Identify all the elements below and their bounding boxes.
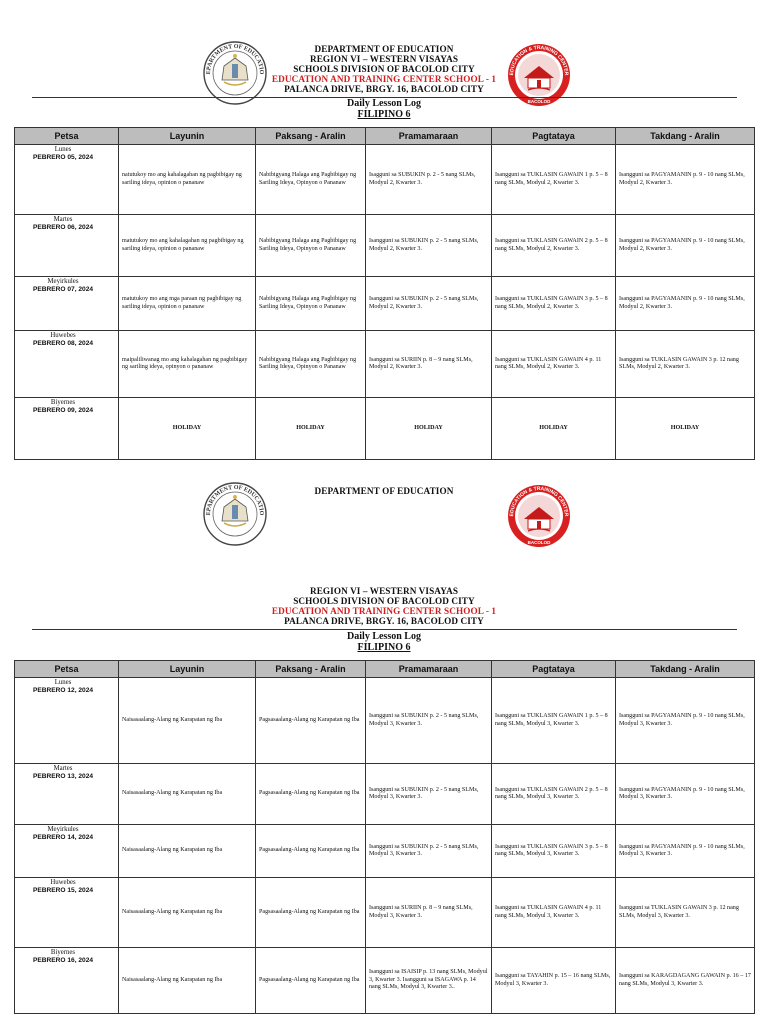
column-header-paksang-aralin: Paksang - Aralin <box>256 661 366 678</box>
day-name: Lunes <box>54 146 72 153</box>
pamamaraan-cell: Isangguni sa SUBUKIN p. 2 - 5 nang SLMs, Modyul 3, Kwarter 3. <box>366 678 492 764</box>
paksang-aralin-cell: Nabibigyang Halaga ang Pagbibigay ng Sariling Ideya, Opinyon o Pananaw <box>256 215 366 277</box>
petsa-cell <box>15 825 119 878</box>
pagtataya-cell: Isangguni sa TUKLASIN GAWAIN 1 p. 5 – 8 nang SLMs, Modyul 3, Kwarter 3. <box>492 678 616 764</box>
layunin-cell: maipaliliwanag mo ang kahalagahan ng pagbibigay ng sariling ideya, opinyon o pananaw <box>119 331 256 398</box>
takdang-aralin-cell: Isangguni sa PAGYAMANIN p. 9 - 10 nang SLMs, Modyul 3, Kwarter 3. <box>616 764 755 825</box>
subject-title: FILIPINO 6 <box>357 642 411 653</box>
school-name: EDUCATION AND TRAINING CENTER SCHOOL - 1 <box>271 74 497 84</box>
takdang-aralin-cell: Isangguni sa KARAGDAGANG GAWAIN p. 16 – 17 nang SLMs, Modyul 3, Kwarter 3. <box>616 948 755 1014</box>
column-header-pamamaraan: Pramamaraan <box>366 661 492 678</box>
takdang-aralin-cell: Isangguni sa PAGYAMANIN p. 9 - 10 nang SLMs, Modyul 2, Kwarter 3. <box>616 277 755 331</box>
pagtataya-cell: Isangguni sa TUKLASIN GAWAIN 2 p. 5 – 8 nang SLMs, Modyul 2, Kwarter 3. <box>492 215 616 277</box>
layunin-cell: Naisasaalang-Alang ng Karapatan ng Iba <box>119 825 256 878</box>
petsa-cell <box>15 398 119 460</box>
day-name: Huwebes <box>50 879 76 886</box>
petsa-cell <box>15 678 119 764</box>
day-name: Biyernes <box>50 399 76 406</box>
pagtataya-cell: Isangguni sa TUKLASIN GAWAIN 4 p. 11 nang SLMs, Modyul 2, Kwarter 3. <box>492 331 616 398</box>
paksang-aralin-cell: Pagsasaalang-Alang ng Karapatan ng Iba <box>256 764 366 825</box>
takdang-aralin-cell: Isangguni sa TUKLASIN GAWAIN 3 p. 12 nang SLMs, Modyul 3, Kwarter 3. <box>616 878 755 948</box>
letterhead-top <box>0 486 768 496</box>
paksang-aralin-cell: Pagsasaalang-Alang ng Karapatan ng Iba <box>256 678 366 764</box>
column-header-takdang-aralin: Takdang - Aralin <box>616 661 755 678</box>
column-header-takdang-aralin: Takdang - Aralin <box>616 128 755 145</box>
takdang-aralin-cell: Isangguni sa PAGYAMANIN p. 9 - 10 nang SLMs, Modyul 3, Kwarter 3. <box>616 678 755 764</box>
pamamaraan-cell: Isangguni sa SUBUKIN p. 2 - 5 nang SLMs, Modyul 2, Kwarter 3. <box>366 215 492 277</box>
school-address: PALANCA DRIVE, BRGY. 16, BACOLOD CITY <box>284 84 484 94</box>
day-name: Biyernes <box>50 949 76 956</box>
holiday-cell: HOLIDAY <box>119 398 256 460</box>
table-row <box>15 331 755 398</box>
department-name: DEPARTMENT OF EDUCATION <box>314 486 454 496</box>
date-text: PEBRERO 15, 2024 <box>32 887 94 894</box>
lesson-log-table-week-1 <box>14 127 755 460</box>
holiday-cell: HOLIDAY <box>492 398 616 460</box>
pagtataya-cell: Isangguni sa TUKLASIN GAWAIN 1 p. 5 – 8 nang SLMs, Modyul 2, Kwarter 3. <box>492 145 616 215</box>
date-text: PEBRERO 08, 2024 <box>32 340 94 347</box>
letterhead <box>0 44 768 94</box>
school-address: PALANCA DRIVE, BRGY. 16, BACOLOD CITY <box>284 616 484 626</box>
pagtataya-cell: Isangguni sa TUKLASIN GAWAIN 4 p. 11 nang SLMs, Modyul 3, Kwarter 3. <box>492 878 616 948</box>
table-row <box>15 825 755 878</box>
paksang-aralin-cell: Pagsasaalang-Alang ng Karapatan ng Iba <box>256 948 366 1014</box>
layunin-cell: natutukoy mo ang kahalagahan ng pagbibigay ng sariling ideya, opinion o pananaw <box>119 145 256 215</box>
date-text: PEBRERO 13, 2024 <box>32 773 94 780</box>
pamamaraan-cell: Isangguni sa SURIIN p. 8 – 9 nang SLMs, Modyul 2, Kwarter 3. <box>366 331 492 398</box>
day-name: Lunes <box>54 679 72 686</box>
pamamaraan-cell: Isangguni sa SUBUKIN p. 2 - 5 nang SLMs, Modyul 3, Kwarter 3. <box>366 764 492 825</box>
paksang-aralin-cell: Pagsasaalang-Alang ng Karapatan ng Iba <box>256 825 366 878</box>
column-header-pagtataya: Pagtataya <box>492 661 616 678</box>
letterhead <box>0 586 768 626</box>
paksang-aralin-cell: Nabibigyang Halaga ang Pagbibigay ng Sariling Ideya, Opinyon o Pananaw <box>256 277 366 331</box>
holiday-cell: HOLIDAY <box>256 398 366 460</box>
pamamaraan-cell: Isangguni sa SUBUKIN p. 2 - 5 nang SLMs, Modyul 2, Kwarter 3. <box>366 277 492 331</box>
paksang-aralin-cell: Pagsasaalang-Alang ng Karapatan ng Iba <box>256 878 366 948</box>
holiday-cell: HOLIDAY <box>366 398 492 460</box>
paksang-aralin-cell: Nabibigyang Halaga ang Pagbibigay ng Sariling Ideya, Opinyon o Pananaw <box>256 331 366 398</box>
division-name: SCHOOLS DIVISION OF BACOLOD CITY <box>293 596 475 606</box>
day-name: Martes <box>53 216 73 223</box>
date-text: PEBRERO 06, 2024 <box>32 224 94 231</box>
pagtataya-cell: Isangguni sa TUKLASIN GAWAIN 3 p. 5 – 8 nang SLMs, Modyul 2, Kwarter 3. <box>492 277 616 331</box>
table-row <box>15 948 755 1014</box>
petsa-cell <box>15 145 119 215</box>
pamamaraan-cell: Isagguni sa SUBUKIN p. 2 - 5 nang SLMs, Modyul 2, Kwarter 3. <box>366 145 492 215</box>
date-text: PEBRERO 07, 2024 <box>32 286 94 293</box>
table-row <box>15 878 755 948</box>
date-text: PEBRERO 12, 2024 <box>32 687 94 694</box>
column-header-petsa: Petsa <box>15 128 119 145</box>
pagtataya-cell: Isangguni sa TAYAHIN p. 15 – 16 nang SLMs, Modyul 3, Kwarter 3. <box>492 948 616 1014</box>
log-title-block <box>0 98 768 120</box>
region-name: REGION VI – WESTERN VISAYAS <box>309 54 459 64</box>
pamamaraan-cell: Isangguni sa ISAISIP p. 13 nang SLMs, Modyul 3, Kwarter 3. Isangguni sa ISAGAWA p. 14 nang SLMs, Modyul 3, Kwarter 3.. <box>366 948 492 1014</box>
petsa-cell <box>15 948 119 1014</box>
petsa-cell <box>15 331 119 398</box>
table-row <box>15 764 755 825</box>
region-name: REGION VI – WESTERN VISAYAS <box>309 586 459 596</box>
date-text: PEBRERO 05, 2024 <box>32 154 94 161</box>
layunin-cell: Naisasaalang-Alang ng Karapatan ng Iba <box>119 764 256 825</box>
pagtataya-cell: Isangguni sa TUKLASIN GAWAIN 2 p. 5 – 8 nang SLMs, Modyul 3, Kwarter 3. <box>492 764 616 825</box>
log-title: Daily Lesson Log <box>347 98 421 109</box>
date-text: PEBRERO 14, 2024 <box>32 834 94 841</box>
table-row <box>15 678 755 764</box>
takdang-aralin-cell: Isangguni sa PAGYAMANIN p. 9 - 10 nang SLMs, Modyul 3, Kwarter 3. <box>616 825 755 878</box>
column-header-paksang-aralin: Paksang - Aralin <box>256 128 366 145</box>
layunin-cell: Naisasaalang-Alang ng Karapatan ng Iba <box>119 678 256 764</box>
date-text: PEBRERO 16, 2024 <box>32 957 94 964</box>
department-name: DEPARTMENT OF EDUCATION <box>314 44 454 54</box>
division-name: SCHOOLS DIVISION OF BACOLOD CITY <box>293 64 475 74</box>
pagtataya-cell: Isangguni sa TUKLASIN GAWAIN 3 p. 5 – 8 nang SLMs, Modyul 3, Kwarter 3. <box>492 825 616 878</box>
column-header-pamamaraan: Pramamaraan <box>366 128 492 145</box>
table-row <box>15 398 755 460</box>
takdang-aralin-cell: Isangguni sa PAGYAMANIN p. 9 - 10 nang SLMs, Modyul 2, Kwarter 3. <box>616 145 755 215</box>
petsa-cell <box>15 215 119 277</box>
pamamaraan-cell: Isangguni sa SURIIN p. 8 – 9 nang SLMs, Modyul 3, Kwarter 3. <box>366 878 492 948</box>
holiday-cell: HOLIDAY <box>616 398 755 460</box>
column-header-layunin: Layunin <box>119 128 256 145</box>
table-row <box>15 145 755 215</box>
day-name: Martes <box>53 765 73 772</box>
column-header-pagtataya: Pagtataya <box>492 128 616 145</box>
date-text: PEBRERO 09, 2024 <box>32 407 94 414</box>
column-header-layunin: Layunin <box>119 661 256 678</box>
day-name: Meyirkules <box>47 826 79 833</box>
table-row <box>15 277 755 331</box>
table-row <box>15 215 755 277</box>
log-title-block <box>0 631 768 653</box>
school-name: EDUCATION AND TRAINING CENTER SCHOOL - 1 <box>271 606 497 616</box>
petsa-cell <box>15 878 119 948</box>
pamamaraan-cell: Isangguni sa SUBUKIN p. 2 - 5 nang SLMs, Modyul 3, Kwarter 3. <box>366 825 492 878</box>
day-name: Huwebes <box>50 332 76 339</box>
subject-title: FILIPINO 6 <box>357 109 411 120</box>
takdang-aralin-cell: Isangguni sa PAGYAMANIN p. 9 - 10 nang SLMs, Modyul 2, Kwarter 3. <box>616 215 755 277</box>
log-title: Daily Lesson Log <box>347 631 421 642</box>
petsa-cell <box>15 764 119 825</box>
takdang-aralin-cell: Isangguni sa TUKLASIN GAWAIN 3 p. 12 nang SLMs, Modyul 2, Kwarter 3. <box>616 331 755 398</box>
day-name: Meyirkules <box>47 278 79 285</box>
petsa-cell <box>15 277 119 331</box>
lesson-log-table-week-2 <box>14 660 755 1014</box>
column-header-petsa: Petsa <box>15 661 119 678</box>
divider-line <box>32 629 737 630</box>
layunin-cell: Naisasaalang-Alang ng Karapatan ng Iba <box>119 948 256 1014</box>
layunin-cell: Naisasaalang-Alang ng Karapatan ng Iba <box>119 878 256 948</box>
layunin-cell: matutukoy mo ang kahalagahan ng pagbibigay ng sariling ideya, opinion o pananaw <box>119 215 256 277</box>
paksang-aralin-cell: Nabibigyang Halaga ang Pagbibigay ng Sariling Ideya, Opinyon o Pananaw <box>256 145 366 215</box>
layunin-cell: matutukoy mo ang mga paraan ng pagbibigay ng sariling ideya, opinion o pananaw <box>119 277 256 331</box>
